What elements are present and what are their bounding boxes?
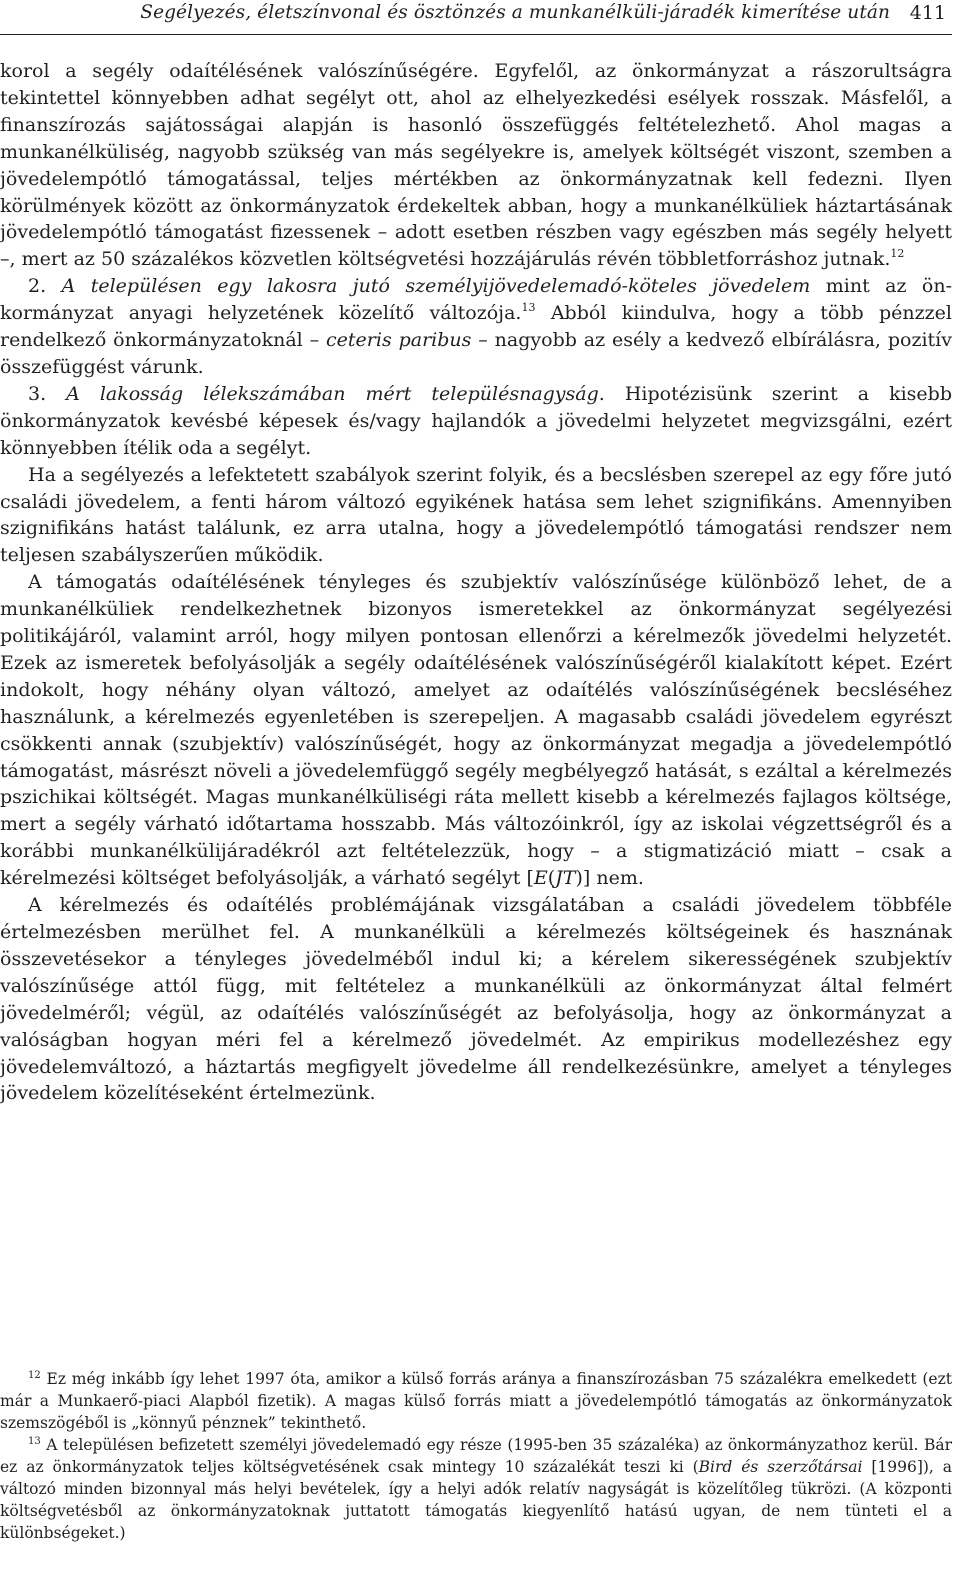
footnote-12 [0,1368,952,1434]
paragraph-5-text-a: A támogatás odaítélésének tényleges és szubjektív valószínűsége különböző lehet, de a munkanélküliek rendelkezhetnek bizonyos ismeretekkel az önkormányzat segélyezési politikájáról, valamint arról, hogy milyen pontosan ellenőrzi a kérelmezők jövedelmi helyzetét. Ezek az ismeretek befolyásolják a segély odaítélésének valószínűségéről kialakított képet. Ezért indokolt, hogy néhány olyan változó, amelyet az odaítélés valószínűségének becsléséhez használunk, a kérelmezés egyenletében is szerepeljen. A magasabb családi jövedelem egyrészt csökkenti annak (szubjektív) valószínűségét, hogy az önkormányzat megadja a jövedelempótló támogatást, másrészt növeli a jövedelemfüggő segély megbélyegző hatását, s ezáltal a kérelmezés pszichikai költségét. Magas munkanélküliségi ráta mellett kisebb a kérelmezés fajlagos költsége, mert a segély várható időtartama hosszabb. Más változóinkról, így az iskolai végzettségről és a korábbi munkanélkülijáradékról azt feltételezzük, hogy – a stigmatizáció miatt – csak a kérelmezési költséget befolyásolják, a várható segélyt [ [0,571,952,890]
item-number-3: 3. [28,382,47,405]
math-jt: JT [555,867,576,890]
footnote-ref-13: 13 [521,301,536,315]
paragraph-1 [0,58,952,273]
paragraph-5 [0,569,952,892]
hypothesis-2 [0,273,952,381]
variable-title-2: A településen egy lakosra jutó személyijövedelemadó-köteles jövedelem [61,275,811,298]
footnote-number-12: 12 [28,1370,41,1381]
footnote-number-13: 13 [28,1436,41,1447]
footnote-13 [0,1434,952,1544]
paragraph-4: Ha a segélyezés a lefektetett szabályok szerint folyik, és a becslésben szerepel az egy főre jutó családi jövedelem, a fenti három változó egyikének hatása sem lehet szignifikáns. Amennyiben szignifikáns hatást találunk, ez arra utalna, hogy a jövedelempótló támogatási rendszer nem teljesen szabályszerűen működik. [0,463,952,567]
latin-phrase: ceteris paribus [326,329,472,352]
hypothesis-3-text: Hipotézisünk szerint a kisebb önkormányzatok kevésbé képesek és/vagy hajlandók a jövedelmi helyzetet megvizsgálni, ezért könnyebben ítélik oda a segélyt. [0,382,952,459]
citation: Bird és szerzőtársai [698,1458,863,1476]
footnote-13-text-b: [1996]), a változó minden bizonnyal más helyi bevételek, így a helyi adók relatív nagyságát is közelítőleg tükrözi. (A központi költségvetésből az önkormányzatoknak juttatott támogatás kiegyenlítő hatású ugyan, de nem tünteti el a különbségeket.) [0,1458,952,1542]
variable-title-3: A lakosság lélekszámában mért településnagyság [66,382,599,405]
footnote-ref-12: 12 [890,247,905,261]
hypothesis-3: 3. A lakosság lélekszámában mért településnagyság. Hipotézisünk szerint a kisebb önkormányzatok kevésbé képesek és/vagy hajlandók a jövedelmi helyzetet megvizsgálni, ezért könnyebben ítélik oda a segélyt. [0,382,952,459]
hypothesis-2-text-c: – nagyobb az esély a kedvező elbírálásra, pozitív összefüggést várunk. [0,329,952,378]
paragraph-5-text-b: )] nem. [575,867,644,890]
paragraph-1-text: korol a segély odaítélésének valószínűségére. Egyfelől, az önkormányzat a rászorultságra tekintettel könnyebben adhat segélyt ott, ahol az elhelyezkedési esélyek rosszak. Másfelől, a finanszírozás sajátosságai alapján is hasonló összefüggés feltételezhető. Ahol magas a munkanélküliség, nagyobb szükség van más segélyekre is, amelyek költségét viszont, szemben a jövedelempótló támogatással, teljes mértékben az önkormányzatnak kell fedezni. Ilyen körülmények között az önkormányzatok érdekeltek abban, hogy a munkanélküliek háztartásának jövedelempótló támogatást fizessenek – adott esetben részben vagy egészben más segély helyett –, mert az 50 százalékos közvetlen költségvetési hozzájárulás révén többletforráshoz jutnak. [0,60,952,271]
math-expectation: E [533,867,548,890]
running-header [0,0,952,35]
hypothesis-2-text-b: Abból kiindulva, hogy a több pénzzel rendelkező önkormányzatoknál – [0,302,953,352]
paragraph-6: A kérelmezés és odaítélés problémájának vizsgálatában a családi jövedelem többféle értelmezésben merülhet fel. A munkanélküli a kérelmezés költségeinek és hasznának összevetésekor a tényleges jövedelméből indul ki; a kérelem sikerességének szubjektív valószínűsége attól függ, mit feltételez a munkanélküli az önkormányzat által felmért jövedelméről; végül, az odaítélés valószínűségét az befolyásolja, hogy az önkormányzat a valóságban hogyan méri fel a kérelmező jövedelmét. Az empirikus modellezéshez egy jövedelemváltozó, a háztartás megfigyelt jövedelme áll rendelkezésünkre, amelyet a tényleges jövedelem közelítéseként értelmezünk. [0,894,952,1105]
page-number: 411 [909,2,946,24]
hypothesis-2-text-a: mint az önkormányzat anyagi helyzetének közelítő változója. [0,275,952,325]
item-number-2: 2. [28,275,47,298]
running-title: Segélyezés, életszínvonal és ösztönzés a munkanélküli-járadék kimerítése után [140,2,890,23]
footnote-13-text-a: A településen befizetett személyi jövedelemadó egy része (1995-ben 35 százaléka) az önkormányzathoz kerül. Bár ez az önkormányzatok teljes költségvetésének csak mintegy 10 százalékát teszi ki ( [0,1436,952,1476]
math-paren: ( [547,867,556,890]
main-text [0,58,952,1107]
footnote-12-text: Ez még inkább így lehet 1997 óta, amikor a külső forrás aránya a finanszírozásban 75 százalékra emelkedett (ezt már a Munkaerő-piaci Alapból fizetik). A magas külső forrás miatt a jövedelempótló támogatás az önkormányzatok szemszögéből is „könnyű pénznek” tekinthető. [0,1370,952,1432]
footnotes [0,1368,952,1544]
